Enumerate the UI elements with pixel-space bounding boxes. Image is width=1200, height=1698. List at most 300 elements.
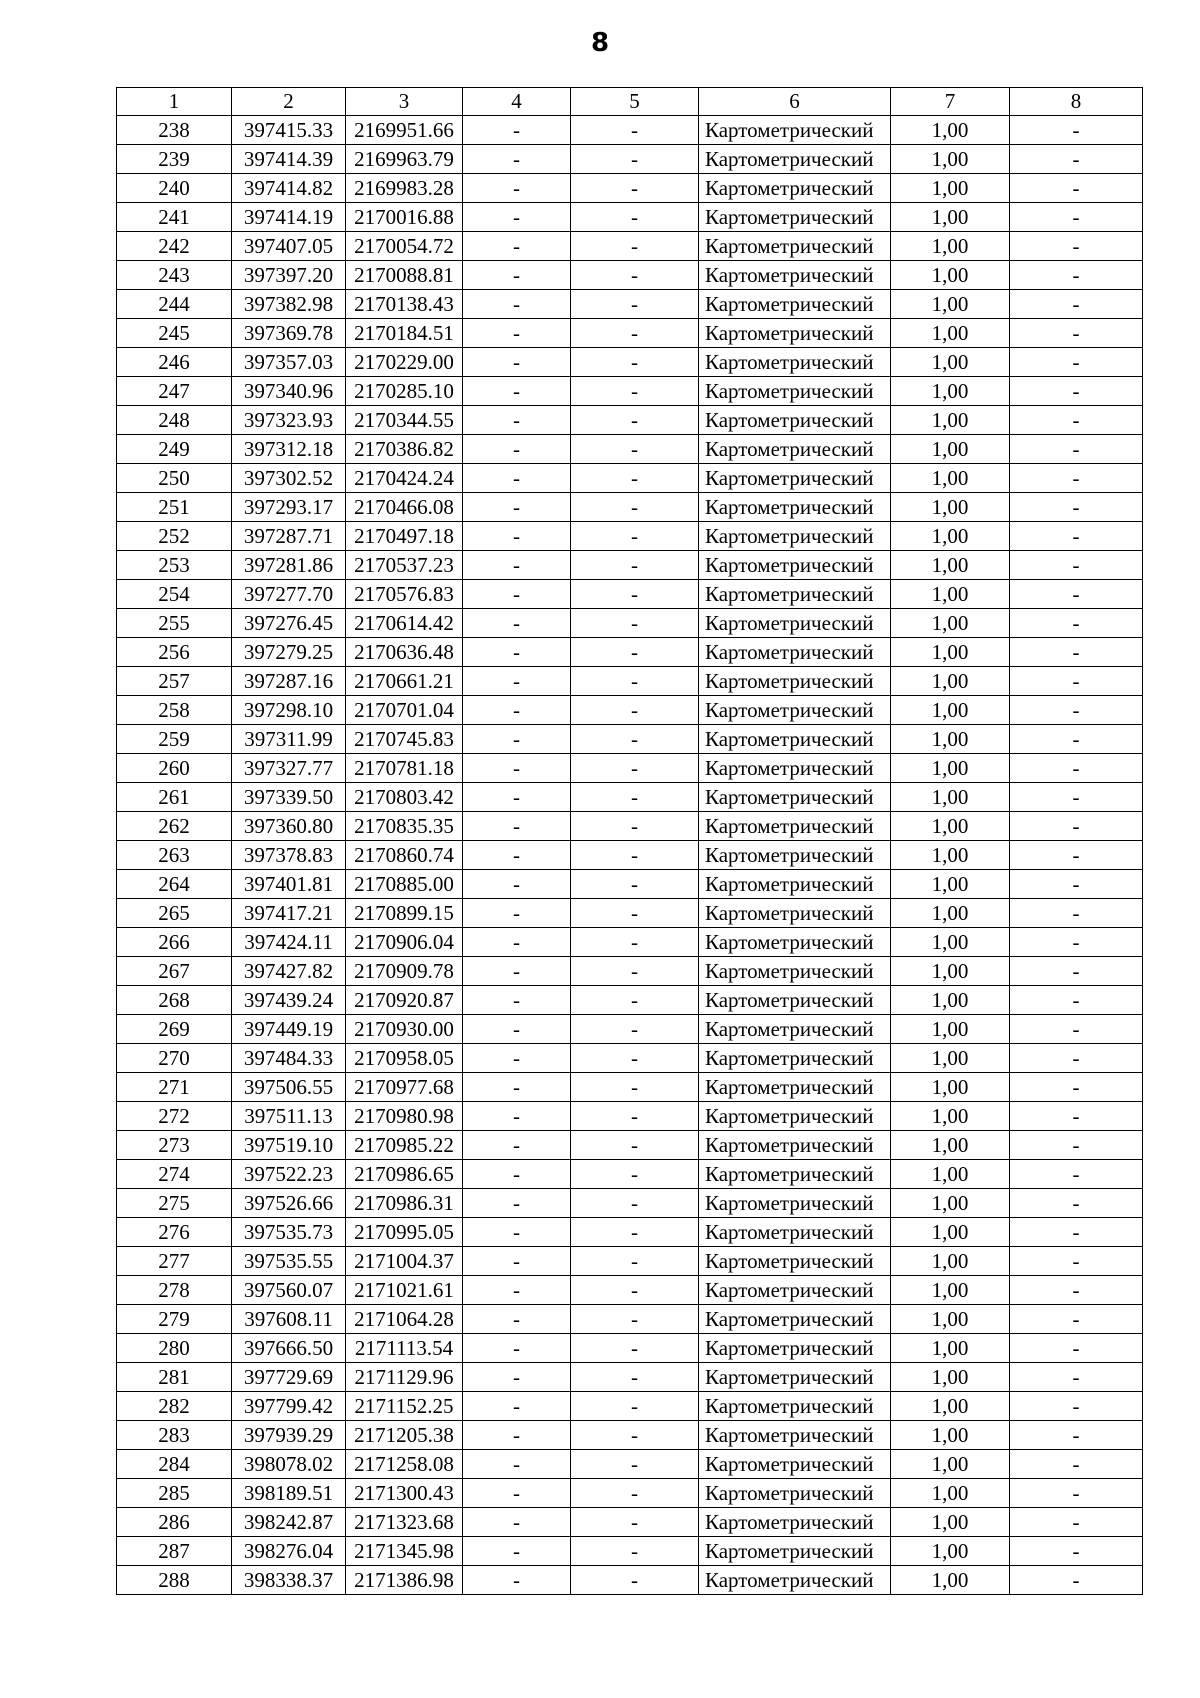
table-cell-col-4: -	[463, 1073, 571, 1102]
table-cell-col-6: Картометрический	[699, 1450, 891, 1479]
table-cell-col-5: -	[571, 1537, 699, 1566]
table-cell-col-2: 397287.16	[232, 667, 346, 696]
table-cell-col-4: -	[463, 783, 571, 812]
table-cell-col-4: -	[463, 928, 571, 957]
table-cell-col-3: 2170986.65	[346, 1160, 463, 1189]
table-cell-col-6: Картометрический	[699, 116, 891, 145]
table-cell-col-1: 253	[117, 551, 232, 580]
table-cell-col-3: 2170745.83	[346, 725, 463, 754]
table-cell-col-6: Картометрический	[699, 464, 891, 493]
table-cell-col-6: Картометрический	[699, 1334, 891, 1363]
table-cell-col-6: Картометрический	[699, 1131, 891, 1160]
table-cell-col-4: -	[463, 1508, 571, 1537]
table-cell-col-1: 271	[117, 1073, 232, 1102]
table-cell-col-1: 283	[117, 1421, 232, 1450]
table-cell-col-1: 262	[117, 812, 232, 841]
table-cell-col-1: 256	[117, 638, 232, 667]
table-cell-col-4: -	[463, 1131, 571, 1160]
table-cell-col-1: 281	[117, 1363, 232, 1392]
table-cell-col-8: -	[1010, 1363, 1143, 1392]
table-cell-col-7: 1,00	[891, 319, 1010, 348]
table-cell-col-2: 397519.10	[232, 1131, 346, 1160]
table-cell-col-7: 1,00	[891, 435, 1010, 464]
table-cell-col-4: -	[463, 696, 571, 725]
table-cell-col-5: -	[571, 290, 699, 319]
table-cell-col-7: 1,00	[891, 1334, 1010, 1363]
table-cell-col-3: 2170985.22	[346, 1131, 463, 1160]
table-cell-col-5: -	[571, 1131, 699, 1160]
table-cell-col-8: -	[1010, 145, 1143, 174]
table-cell-col-5: -	[571, 435, 699, 464]
table-cell-col-7: 1,00	[891, 1218, 1010, 1247]
table-cell-col-3: 2170016.88	[346, 203, 463, 232]
table-row	[117, 406, 1143, 435]
table-cell-col-7: 1,00	[891, 928, 1010, 957]
table-cell-col-1: 286	[117, 1508, 232, 1537]
table-cell-col-2: 397799.42	[232, 1392, 346, 1421]
table-cell-col-2: 397298.10	[232, 696, 346, 725]
table-cell-col-7: 1,00	[891, 203, 1010, 232]
table-row	[117, 1015, 1143, 1044]
table-cell-col-7: 1,00	[891, 1015, 1010, 1044]
table-cell-col-5: -	[571, 986, 699, 1015]
table-cell-col-3: 2170088.81	[346, 261, 463, 290]
table-cell-col-4: -	[463, 1015, 571, 1044]
table-cell-col-4: -	[463, 1566, 571, 1595]
table-cell-col-5: -	[571, 1334, 699, 1363]
table-cell-col-2: 397427.82	[232, 957, 346, 986]
table-cell-col-8: -	[1010, 1218, 1143, 1247]
table-cell-col-8: -	[1010, 290, 1143, 319]
table-cell-col-6: Картометрический	[699, 174, 891, 203]
table-cell-col-8: -	[1010, 696, 1143, 725]
table-row	[117, 1131, 1143, 1160]
table-cell-col-6: Картометрический	[699, 986, 891, 1015]
table-cell-col-2: 397407.05	[232, 232, 346, 261]
table-cell-col-6: Картометрический	[699, 522, 891, 551]
table-cell-col-2: 397302.52	[232, 464, 346, 493]
table-cell-col-1: 260	[117, 754, 232, 783]
table-cell-col-1: 274	[117, 1160, 232, 1189]
table-row	[117, 319, 1143, 348]
table-cell-col-6: Картометрический	[699, 377, 891, 406]
table-cell-col-2: 397340.96	[232, 377, 346, 406]
table-cell-col-5: -	[571, 928, 699, 957]
table-cell-col-4: -	[463, 957, 571, 986]
table-cell-col-8: -	[1010, 116, 1143, 145]
table-row	[117, 638, 1143, 667]
table-cell-col-7: 1,00	[891, 493, 1010, 522]
table-cell-col-5: -	[571, 1363, 699, 1392]
table-cell-col-3: 2170576.83	[346, 580, 463, 609]
table-cell-col-8: -	[1010, 638, 1143, 667]
table-cell-col-2: 397608.11	[232, 1305, 346, 1334]
table-cell-col-5: -	[571, 725, 699, 754]
table-row	[117, 1363, 1143, 1392]
table-cell-col-8: -	[1010, 174, 1143, 203]
table-cell-col-8: -	[1010, 1073, 1143, 1102]
table-cell-col-6: Картометрический	[699, 1247, 891, 1276]
table-cell-col-5: -	[571, 1479, 699, 1508]
table-cell-col-2: 397311.99	[232, 725, 346, 754]
table-cell-col-5: -	[571, 1305, 699, 1334]
table-row	[117, 696, 1143, 725]
table-cell-col-6: Картометрический	[699, 406, 891, 435]
table-cell-col-5: -	[571, 1508, 699, 1537]
table-cell-col-5: -	[571, 551, 699, 580]
table-cell-col-5: -	[571, 1247, 699, 1276]
table-cell-col-7: 1,00	[891, 1073, 1010, 1102]
table-cell-col-4: -	[463, 580, 571, 609]
table-cell-col-1: 254	[117, 580, 232, 609]
table-cell-col-8: -	[1010, 203, 1143, 232]
table-cell-col-8: -	[1010, 841, 1143, 870]
table-cell-col-4: -	[463, 841, 571, 870]
table-cell-col-2: 398078.02	[232, 1450, 346, 1479]
table-cell-col-7: 1,00	[891, 406, 1010, 435]
table-cell-col-8: -	[1010, 1450, 1143, 1479]
table-cell-col-2: 397327.77	[232, 754, 346, 783]
table-cell-col-4: -	[463, 1392, 571, 1421]
table-cell-col-7: 1,00	[891, 551, 1010, 580]
table-cell-col-8: -	[1010, 1160, 1143, 1189]
table-cell-col-4: -	[463, 348, 571, 377]
table-cell-col-4: -	[463, 174, 571, 203]
table-cell-col-8: -	[1010, 1015, 1143, 1044]
table-cell-col-2: 397526.66	[232, 1189, 346, 1218]
table-cell-col-4: -	[463, 1305, 571, 1334]
table-row	[117, 1334, 1143, 1363]
table-cell-col-7: 1,00	[891, 899, 1010, 928]
table-cell-col-8: -	[1010, 725, 1143, 754]
table-cell-col-2: 397414.82	[232, 174, 346, 203]
table-cell-col-3: 2170958.05	[346, 1044, 463, 1073]
table-cell-col-4: -	[463, 1218, 571, 1247]
table-cell-col-3: 2170661.21	[346, 667, 463, 696]
table-cell-col-3: 2170138.43	[346, 290, 463, 319]
table-row	[117, 261, 1143, 290]
table-cell-col-4: -	[463, 638, 571, 667]
table-cell-col-5: -	[571, 1218, 699, 1247]
table-cell-col-8: -	[1010, 580, 1143, 609]
table-cell-col-1: 247	[117, 377, 232, 406]
table-cell-col-7: 1,00	[891, 1131, 1010, 1160]
table-cell-col-4: -	[463, 1421, 571, 1450]
table-cell-col-8: -	[1010, 870, 1143, 899]
table-cell-col-8: -	[1010, 986, 1143, 1015]
table-cell-col-1: 282	[117, 1392, 232, 1421]
table-cell-col-5: -	[571, 1160, 699, 1189]
table-cell-col-6: Картометрический	[699, 725, 891, 754]
table-cell-col-3: 2169951.66	[346, 116, 463, 145]
table-cell-col-3: 2170930.00	[346, 1015, 463, 1044]
table-cell-col-2: 397276.45	[232, 609, 346, 638]
table-cell-col-3: 2171152.25	[346, 1392, 463, 1421]
table-cell-col-6: Картометрический	[699, 638, 891, 667]
table-cell-col-1: 264	[117, 870, 232, 899]
table-cell-col-4: -	[463, 1247, 571, 1276]
table-cell-col-8: -	[1010, 1479, 1143, 1508]
table-cell-col-6: Картометрический	[699, 667, 891, 696]
column-header-4: 4	[463, 88, 571, 116]
table-cell-col-1: 279	[117, 1305, 232, 1334]
table-cell-col-6: Картометрический	[699, 1160, 891, 1189]
table-cell-col-7: 1,00	[891, 1305, 1010, 1334]
table-cell-col-2: 398189.51	[232, 1479, 346, 1508]
table-row	[117, 928, 1143, 957]
table-cell-col-7: 1,00	[891, 1508, 1010, 1537]
table-cell-col-2: 397666.50	[232, 1334, 346, 1363]
table-cell-col-7: 1,00	[891, 870, 1010, 899]
table-cell-col-5: -	[571, 1450, 699, 1479]
table-cell-col-8: -	[1010, 435, 1143, 464]
table-cell-col-2: 397323.93	[232, 406, 346, 435]
table-cell-col-8: -	[1010, 1392, 1143, 1421]
column-header-5: 5	[571, 88, 699, 116]
table-row	[117, 1073, 1143, 1102]
table-cell-col-7: 1,00	[891, 1044, 1010, 1073]
table-cell-col-3: 2171323.68	[346, 1508, 463, 1537]
table-cell-col-4: -	[463, 232, 571, 261]
table-cell-col-5: -	[571, 696, 699, 725]
table-cell-col-7: 1,00	[891, 174, 1010, 203]
table-cell-col-6: Картометрический	[699, 609, 891, 638]
table-cell-col-5: -	[571, 638, 699, 667]
table-cell-col-2: 397439.24	[232, 986, 346, 1015]
table-cell-col-1: 277	[117, 1247, 232, 1276]
table-cell-col-8: -	[1010, 812, 1143, 841]
table-cell-col-6: Картометрический	[699, 261, 891, 290]
table-cell-col-3: 2170229.00	[346, 348, 463, 377]
table-row	[117, 986, 1143, 1015]
table-cell-col-3: 2170424.24	[346, 464, 463, 493]
table-cell-col-4: -	[463, 203, 571, 232]
table-cell-col-6: Картометрический	[699, 290, 891, 319]
table-row	[117, 116, 1143, 145]
table-cell-col-6: Картометрический	[699, 1537, 891, 1566]
table-cell-col-5: -	[571, 841, 699, 870]
table-cell-col-1: 238	[117, 116, 232, 145]
table-row	[117, 1044, 1143, 1073]
table-cell-col-4: -	[463, 145, 571, 174]
table-cell-col-8: -	[1010, 377, 1143, 406]
table-cell-col-4: -	[463, 551, 571, 580]
table-cell-col-6: Картометрический	[699, 1305, 891, 1334]
table-cell-col-2: 397397.20	[232, 261, 346, 290]
table-cell-col-7: 1,00	[891, 609, 1010, 638]
table-cell-col-2: 398338.37	[232, 1566, 346, 1595]
table-cell-col-4: -	[463, 1044, 571, 1073]
table-cell-col-6: Картометрический	[699, 1073, 891, 1102]
table-cell-col-1: 263	[117, 841, 232, 870]
table-cell-col-1: 266	[117, 928, 232, 957]
table-cell-col-6: Картометрический	[699, 696, 891, 725]
table-cell-col-4: -	[463, 899, 571, 928]
table-cell-col-8: -	[1010, 1276, 1143, 1305]
table-cell-col-5: -	[571, 319, 699, 348]
table-cell-col-8: -	[1010, 1421, 1143, 1450]
table-cell-col-6: Картометрический	[699, 957, 891, 986]
table-cell-col-1: 245	[117, 319, 232, 348]
table-row	[117, 435, 1143, 464]
table-cell-col-6: Картометрический	[699, 1276, 891, 1305]
table-row	[117, 377, 1143, 406]
table-cell-col-2: 397424.11	[232, 928, 346, 957]
table-cell-col-5: -	[571, 174, 699, 203]
table-cell-col-5: -	[571, 754, 699, 783]
table-cell-col-6: Картометрический	[699, 928, 891, 957]
table-row	[117, 348, 1143, 377]
table-cell-col-8: -	[1010, 957, 1143, 986]
table-cell-col-2: 397511.13	[232, 1102, 346, 1131]
table-cell-col-2: 397401.81	[232, 870, 346, 899]
table-cell-col-2: 397277.70	[232, 580, 346, 609]
table-cell-col-7: 1,00	[891, 116, 1010, 145]
table-cell-col-6: Картометрический	[699, 1508, 891, 1537]
table-cell-col-8: -	[1010, 1305, 1143, 1334]
table-cell-col-6: Картометрический	[699, 1044, 891, 1073]
table-cell-col-5: -	[571, 609, 699, 638]
table-row	[117, 1508, 1143, 1537]
table-cell-col-8: -	[1010, 609, 1143, 638]
table-cell-col-8: -	[1010, 1102, 1143, 1131]
table-cell-col-7: 1,00	[891, 667, 1010, 696]
table-cell-col-5: -	[571, 899, 699, 928]
table-cell-col-8: -	[1010, 1508, 1143, 1537]
table-cell-col-1: 243	[117, 261, 232, 290]
table-cell-col-1: 288	[117, 1566, 232, 1595]
table-cell-col-4: -	[463, 261, 571, 290]
table-cell-col-5: -	[571, 348, 699, 377]
table-cell-col-8: -	[1010, 783, 1143, 812]
table-cell-col-7: 1,00	[891, 261, 1010, 290]
table-row	[117, 290, 1143, 319]
table-row	[117, 1276, 1143, 1305]
column-header-1: 1	[117, 88, 232, 116]
table-cell-col-2: 397449.19	[232, 1015, 346, 1044]
coordinates-table	[116, 87, 1143, 1595]
table-cell-col-5: -	[571, 522, 699, 551]
table-cell-col-7: 1,00	[891, 957, 1010, 986]
table-cell-col-6: Картометрический	[699, 1015, 891, 1044]
table-row	[117, 812, 1143, 841]
table-cell-col-7: 1,00	[891, 1276, 1010, 1305]
table-cell-col-1: 284	[117, 1450, 232, 1479]
table-cell-col-1: 270	[117, 1044, 232, 1073]
table-cell-col-1: 265	[117, 899, 232, 928]
table-cell-col-6: Картометрический	[699, 899, 891, 928]
table-cell-col-8: -	[1010, 1044, 1143, 1073]
column-header-6: 6	[699, 88, 891, 116]
table-cell-col-2: 397293.17	[232, 493, 346, 522]
table-cell-col-3: 2170885.00	[346, 870, 463, 899]
table-cell-col-3: 2171205.38	[346, 1421, 463, 1450]
table-cell-col-6: Картометрический	[699, 1392, 891, 1421]
table-cell-col-2: 397279.25	[232, 638, 346, 667]
table-row	[117, 1450, 1143, 1479]
table-cell-col-1: 273	[117, 1131, 232, 1160]
table-cell-col-1: 251	[117, 493, 232, 522]
table-cell-col-4: -	[463, 754, 571, 783]
table-cell-col-2: 398276.04	[232, 1537, 346, 1566]
table-cell-col-3: 2170803.42	[346, 783, 463, 812]
table-cell-col-3: 2170285.10	[346, 377, 463, 406]
table-cell-col-1: 257	[117, 667, 232, 696]
table-cell-col-4: -	[463, 116, 571, 145]
table-cell-col-1: 261	[117, 783, 232, 812]
table-cell-col-8: -	[1010, 319, 1143, 348]
table-cell-col-8: -	[1010, 493, 1143, 522]
table-cell-col-3: 2171113.54	[346, 1334, 463, 1363]
table-cell-col-5: -	[571, 1073, 699, 1102]
table-cell-col-1: 275	[117, 1189, 232, 1218]
table-cell-col-2: 397369.78	[232, 319, 346, 348]
table-cell-col-4: -	[463, 1102, 571, 1131]
table-cell-col-3: 2170977.68	[346, 1073, 463, 1102]
table-cell-col-3: 2170386.82	[346, 435, 463, 464]
table-cell-col-8: -	[1010, 899, 1143, 928]
table-row	[117, 493, 1143, 522]
table-cell-col-4: -	[463, 319, 571, 348]
table-row	[117, 725, 1143, 754]
table-cell-col-6: Картометрический	[699, 1421, 891, 1450]
table-row	[117, 1537, 1143, 1566]
table-cell-col-4: -	[463, 986, 571, 1015]
table-cell-col-7: 1,00	[891, 986, 1010, 1015]
table-cell-col-2: 397560.07	[232, 1276, 346, 1305]
table-cell-col-6: Картометрический	[699, 1218, 891, 1247]
table-cell-col-6: Картометрический	[699, 754, 891, 783]
table-cell-col-5: -	[571, 812, 699, 841]
table-cell-col-2: 397287.71	[232, 522, 346, 551]
table-cell-col-8: -	[1010, 754, 1143, 783]
table-row	[117, 1247, 1143, 1276]
table-row	[117, 1102, 1143, 1131]
table-cell-col-8: -	[1010, 1189, 1143, 1218]
table-cell-col-8: -	[1010, 232, 1143, 261]
table-cell-col-5: -	[571, 232, 699, 261]
table-cell-col-3: 2170899.15	[346, 899, 463, 928]
table-cell-col-1: 276	[117, 1218, 232, 1247]
table-cell-col-1: 252	[117, 522, 232, 551]
table-cell-col-1: 280	[117, 1334, 232, 1363]
table-cell-col-5: -	[571, 1102, 699, 1131]
table-cell-col-4: -	[463, 870, 571, 899]
table-cell-col-3: 2170909.78	[346, 957, 463, 986]
table-cell-col-8: -	[1010, 464, 1143, 493]
table-cell-col-3: 2170781.18	[346, 754, 463, 783]
table-cell-col-4: -	[463, 1160, 571, 1189]
table-cell-col-7: 1,00	[891, 638, 1010, 667]
table-cell-col-6: Картометрический	[699, 1102, 891, 1131]
table-row	[117, 174, 1143, 203]
table-row	[117, 232, 1143, 261]
table-cell-col-1: 268	[117, 986, 232, 1015]
table-cell-col-5: -	[571, 203, 699, 232]
table-cell-col-7: 1,00	[891, 1363, 1010, 1392]
table-cell-col-1: 250	[117, 464, 232, 493]
table-cell-col-1: 239	[117, 145, 232, 174]
table-cell-col-3: 2171129.96	[346, 1363, 463, 1392]
table-row	[117, 870, 1143, 899]
table-cell-col-7: 1,00	[891, 522, 1010, 551]
table-row	[117, 203, 1143, 232]
table-cell-col-7: 1,00	[891, 290, 1010, 319]
table-row	[117, 1566, 1143, 1595]
table-row	[117, 522, 1143, 551]
table-cell-col-4: -	[463, 464, 571, 493]
table-cell-col-3: 2170054.72	[346, 232, 463, 261]
